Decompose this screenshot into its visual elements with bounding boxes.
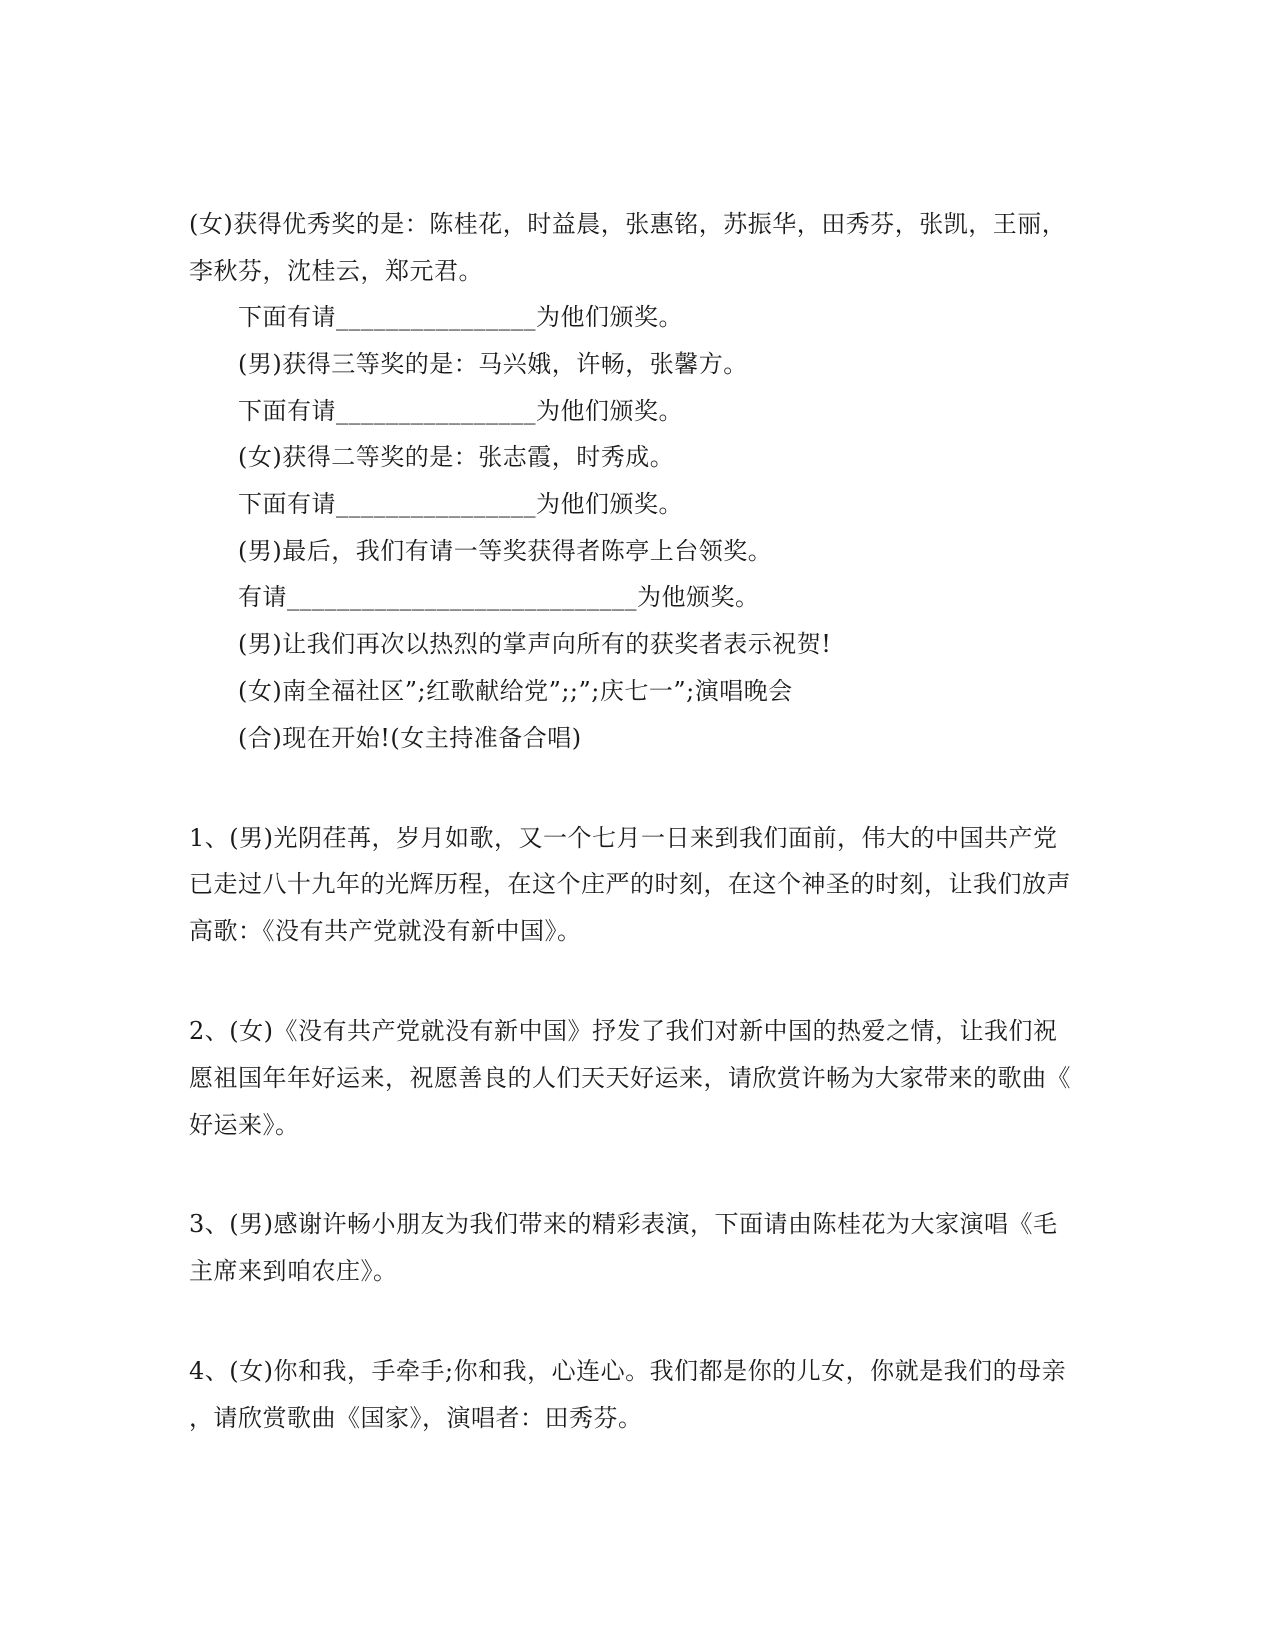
text-line: 愿祖国年年好运来，祝愿善良的人们天天好运来，请欣赏许畅为大家带来的歌曲《 [189,1064,1071,1092]
text-line: 有请____________________________为他颁奖。 [238,583,760,611]
text-line: 3、(男)感谢许畅小朋友为我们带来的精彩表演，下面请由陈桂花为大家演唱《毛 [189,1210,1058,1238]
text-line: 主席来到咱农庄》。 [189,1257,398,1285]
text-line: 下面有请________________为他们颁奖。 [238,490,683,518]
text-line: (男)让我们再次以热烈的掌声向所有的获奖者表示祝贺! [238,630,832,658]
text-line: 2、(女)《没有共产党就没有新中国》抒发了我们对新中国的热爱之情，让我们祝 [189,1017,1058,1045]
text-line: (男)获得三等奖的是：马兴娥，许畅，张馨方。 [238,350,748,378]
text-line: 李秋芬，沈桂云，郑元君。 [189,257,483,285]
text-line: 高歌：《没有共产党就没有新中国》。 [189,917,582,945]
text-line: 已走过八十九年的光辉历程，在这个庄严的时刻，在这个神圣的时刻，让我们放声 [189,870,1071,898]
text-line: (女)获得优秀奖的是：陈桂花，时益晨，张惠铭，苏振华，田秀芬，张凯，王丽， [189,210,1067,238]
text-line: 下面有请________________为他们颁奖。 [238,397,683,425]
text-line: 1、(男)光阴荏苒，岁月如歌，又一个七月一日来到我们面前，伟大的中国共产党 [189,824,1058,852]
text-line: 好运来》。 [189,1111,300,1139]
text-line: (女)获得二等奖的是：张志霞，时秀成。 [238,443,675,471]
text-line: 下面有请________________为他们颁奖。 [238,303,683,331]
text-line: 4、(女)你和我，手牵手;你和我，心连心。我们都是你的儿女，你就是我们的母亲 [189,1357,1067,1385]
text-line: ，请欣赏歌曲《国家》，演唱者：田秀芬。 [189,1404,643,1432]
text-line: (合)现在开始!(女主持准备合唱) [238,724,582,752]
text-line: (女)南全福社区”;红歌献给党”;;”;庆七一”;演唱晚会 [238,677,793,705]
text-line: (男)最后，我们有请一等奖获得者陈亭上台领奖。 [238,537,773,565]
